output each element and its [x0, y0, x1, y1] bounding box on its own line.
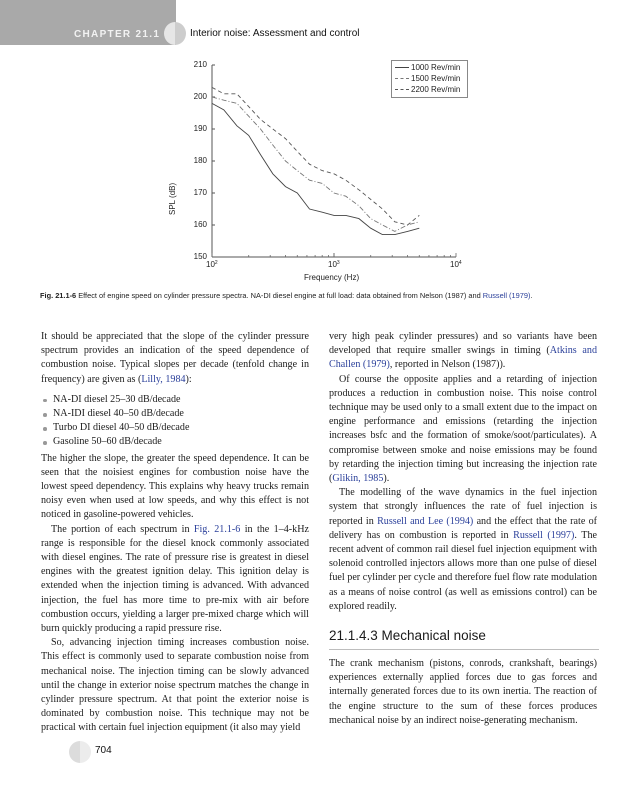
legend-item-2200: 2200 Rev/min — [395, 84, 460, 95]
ref-link-russell-1997[interactable]: Russell (1997) — [513, 529, 575, 541]
figure-caption: Fig. 21.1-6 Effect of engine speed on cylinder pressure spectra. NA-DI diesel engine at full load: data obtained from Nelson (1987) and Russell (1979). — [40, 291, 533, 300]
solid-line-icon — [395, 67, 409, 68]
legend-item-1500: 1500 Rev/min — [395, 73, 460, 84]
paragraph: Of course the opposite applies and a retarding of injection produces a reduction in combustion noise. This noise control technique may be used only to a small extent due to the impact on engine performance and emissions (retarding the injection increases bsfc and the formation of smoke/soot/particulates). A compromise between smoke and noise emissions may be found by retarding the injection timing but increasing the injection rate (Glikin, 1985). — [329, 373, 597, 485]
y-axis-label: SPL (dB) — [168, 182, 177, 215]
ref-link-atkins-challen[interactable]: Atkins and Challen (1979) — [329, 345, 597, 371]
ref-link-russell-1979[interactable]: Russell (1979) — [482, 291, 531, 300]
section-heading: 21.1.4.3 Mechanical noise — [329, 628, 599, 650]
paragraph: very high peak cylinder pressures) and so variants have been developed that require smaller swings in timing (Atkins and Challen (1979), reported in Nelson (1987)). — [329, 331, 597, 371]
x-tick-label: $10^4$ — [450, 260, 462, 269]
ref-link-fig-21-1-6[interactable]: Fig. 21.1-6 — [193, 523, 241, 535]
page-number: 704 — [95, 745, 112, 756]
y-tick-label: 170 — [193, 188, 207, 197]
series-line — [212, 103, 419, 234]
dashed-line-icon — [395, 89, 409, 90]
legend-item-1000: 1000 Rev/min — [395, 62, 460, 73]
y-tick-label: 200 — [193, 92, 207, 101]
dash-dot-line-icon — [395, 78, 409, 79]
series-line — [212, 97, 419, 231]
bullet-icon — [43, 441, 47, 445]
x-axis-label: Frequency (Hz) — [304, 273, 360, 282]
running-title: Interior noise: Assessment and control — [190, 28, 360, 39]
paragraph: The portion of each spectrum in Fig. 21.1-6 in the 1–4-kHz range is responsible for the diesel knock commonly associated with diesel engines. The rate of pressure rise is greatest in diesel engines with the greatest ignition delay. This ignition delay is extended when the injection timing is advanced. With advanced injection, the fuel has more time to pre-mix with air before combustion occurs, yielding a larger pre-mixed charge which will burn quickly producing a rapid pressure rise. — [41, 523, 309, 635]
y-tick-label: 160 — [193, 220, 207, 229]
chart-legend — [391, 60, 468, 98]
paragraph: So, advancing injection timing increases combustion noise. This effect is commonly used to separate combustion noise from mechanical noise. The injection timing can be slowly advanced until the change in exterior noise spectrum matches the change in cylinder pressure spectrum. At that point the exterior noise is dominated by combustion noise. This technique may not be practical with certain fuel injection equipment (it also may yield — [41, 637, 309, 734]
list-item: NA-DI diesel 25–30 dB/decade — [41, 393, 309, 407]
list-item: Turbo DI diesel 40–50 dB/decade — [41, 421, 309, 435]
bullet-icon — [43, 399, 47, 403]
ref-link-glikin-1985[interactable]: Glikin, 1985 — [332, 473, 384, 485]
paragraph: The modelling of the wave dynamics in the fuel injection system that strongly influences the rate of fuel injection is reported in Russell and Lee (1994) and the effect that the rate of delivery has on combustion is reported in Russell (1997). The recent advent of common rail diesel fuel injection equipment with solenoid controlled injectors allows more than one pulse of diesel fuel per cylinder per cycle and therefore fuel flow rate modulation as a means of noise control (as well as emissions control) can be explored readily. — [329, 487, 598, 612]
slope-list — [41, 393, 309, 450]
series-line — [212, 87, 419, 225]
x-tick-label: $10^2$ — [206, 260, 218, 269]
figure-label: Fig. 21.1-6 — [40, 291, 77, 300]
page-circle-icon — [69, 741, 91, 763]
chapter-label: CHAPTER 21.1 — [74, 29, 161, 40]
chapter-circle-icon — [164, 22, 186, 45]
ref-link-russell-lee-1994[interactable]: Russell and Lee (1994) — [377, 515, 474, 527]
bullet-icon — [43, 413, 47, 417]
y-tick-label: 210 — [193, 60, 207, 69]
y-tick-label: 190 — [193, 124, 207, 133]
left-column — [41, 330, 309, 736]
bullet-icon — [43, 427, 47, 431]
y-tick-label: 150 — [193, 252, 207, 261]
paragraph: It should be appreciated that the slope of the cylinder pressure spectrum provides an indication of the speed dependence of combustion noise. Typical slopes per decade (tenfold change in frequency) are given as (Lilly, 1984): — [41, 331, 309, 385]
list-item: NA-IDI diesel 40–50 dB/decade — [41, 407, 309, 421]
paragraph: The higher the slope, the greater the speed dependence. It can be seen that the noisiest engines for combustion noise have the lowest speed dependency. This explains why heavy trucks remain noisy even when used at low speeds, and why this effect is not noticed in gasoline-powered vehicles. — [41, 452, 309, 521]
x-tick-label: $10^3$ — [328, 260, 340, 269]
section-body — [329, 657, 597, 728]
right-column — [329, 330, 597, 614]
spl-frequency-chart — [150, 50, 490, 290]
list-item: Gasoline 50–60 dB/decade — [41, 435, 309, 449]
y-tick-label: 180 — [193, 156, 207, 165]
paragraph: The crank mechanism (pistons, conrods, crankshaft, bearings) experiences externally applied forces due to gas forces and internally generated forces due to its own inertia. The reaction of the engine structure to the sum of these forces produces mechanical noise by an indirect noise-generating mechanism. — [329, 658, 597, 726]
ref-link-lilly-1984[interactable]: Lilly, 1984 — [141, 373, 186, 385]
